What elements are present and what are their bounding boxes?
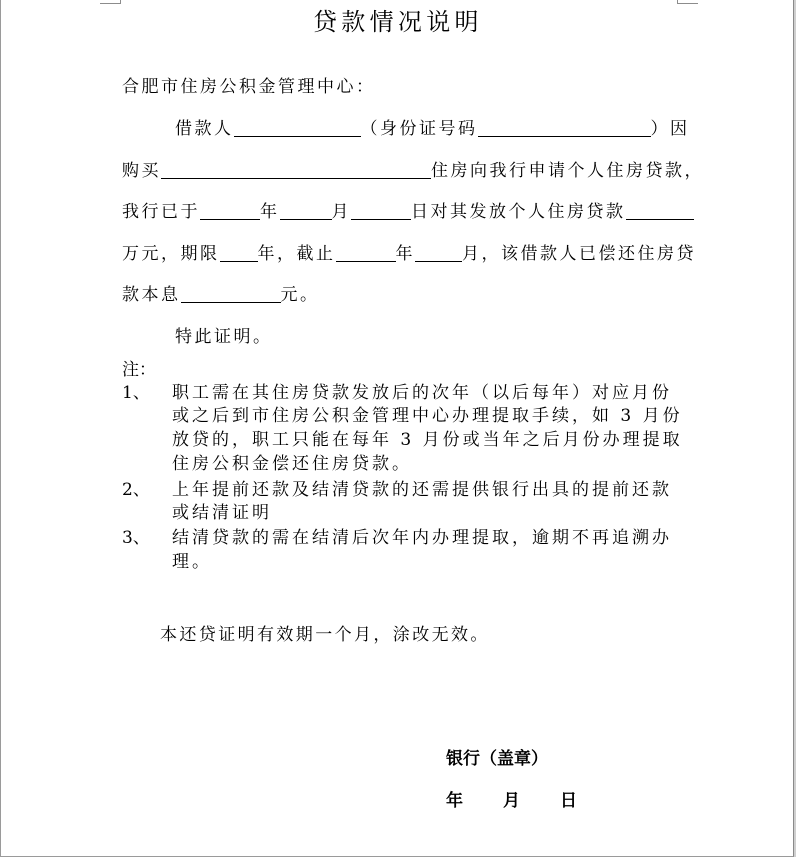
signature-year: 年 xyxy=(446,791,463,811)
certification-text: 特此证明。 xyxy=(175,327,273,347)
signature-day: 日 xyxy=(560,791,577,811)
loan-amount-blank xyxy=(626,205,694,220)
loan-term-blank xyxy=(220,247,258,262)
borrower-line xyxy=(175,118,690,140)
addressee: 合肥市住房公积金管理中心： xyxy=(122,77,376,97)
note-line: 结清贷款的需在结清后次年内办理提取，逾期不再追溯办 xyxy=(172,528,672,548)
loan-application-text: 住房向我行申请个人住房贷款， xyxy=(431,161,704,181)
note-number: 1、 xyxy=(122,383,150,403)
issue-day-blank xyxy=(351,205,411,220)
validity-statement: 本还贷证明有效期一个月，涂改无效。 xyxy=(160,625,490,645)
repaid-line xyxy=(122,284,320,306)
note-number: 2、 xyxy=(122,480,150,500)
cutoff-year-unit: 年 xyxy=(395,244,415,264)
repaid-text: 月，该借款人已偿还住房贷 xyxy=(462,244,696,264)
document-title: 贷款情况说明 xyxy=(313,8,483,36)
note-line: 上年提前还款及结清贷款的还需提供银行出具的提前还款 xyxy=(172,480,672,500)
id-number-blank xyxy=(478,122,651,137)
cutoff-year-blank xyxy=(336,247,396,262)
signature-month: 月 xyxy=(503,791,520,811)
id-number-label: （身份证号码 xyxy=(360,119,478,139)
repaid-principal-label: 款本息 xyxy=(122,285,181,305)
repaid-amount-blank xyxy=(181,288,281,303)
note-line: 理。 xyxy=(172,552,212,572)
loan-term-label: 万元，期限 xyxy=(122,244,220,264)
crop-mark-top-left xyxy=(100,0,121,4)
id-number-close-text: ）因 xyxy=(650,119,690,139)
issue-date-label: 我行已于 xyxy=(122,202,200,222)
crop-mark-top-right xyxy=(677,0,698,4)
bank-seal-label: 银行（盖章） xyxy=(446,749,548,769)
term-line xyxy=(122,243,696,265)
property-address-blank xyxy=(161,164,431,179)
note-line: 住房公积金偿还住房贷款。 xyxy=(172,454,412,474)
cutoff-month-blank xyxy=(415,247,462,262)
note-line: 或结清证明 xyxy=(172,503,272,523)
notes-heading: 注： xyxy=(122,360,156,380)
note-line: 或之后到市住房公积金管理中心办理提取手续，如 3 月份 xyxy=(172,406,683,426)
note-number: 3、 xyxy=(122,528,150,548)
currency-unit: 元。 xyxy=(280,285,320,305)
issue-year-unit: 年 xyxy=(260,202,280,222)
issue-month-unit: 月 xyxy=(331,202,351,222)
borrower-label: 借款人 xyxy=(175,119,234,139)
note-line: 职工需在其住房贷款发放后的次年（以后每年）对应月份 xyxy=(172,383,672,403)
loan-issued-text: 日对其发放个人住房贷款 xyxy=(411,202,626,222)
purchase-line xyxy=(122,160,704,182)
issue-month-blank xyxy=(280,205,332,220)
purchase-label: 购买 xyxy=(122,161,161,181)
note-line: 放贷的，职工只能在每年 3 月份或当年之后月份办理提取 xyxy=(172,430,683,450)
issue-line xyxy=(122,201,694,223)
borrower-name-blank xyxy=(234,122,361,137)
term-unit-cutoff-label: 年，截止 xyxy=(257,244,336,264)
issue-year-blank xyxy=(200,205,260,220)
